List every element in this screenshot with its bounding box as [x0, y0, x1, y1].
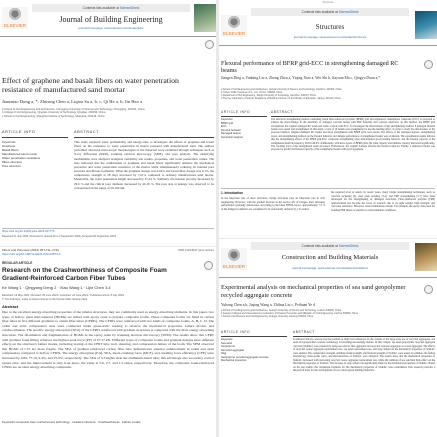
check-for-updates-icon[interactable] [204, 261, 213, 270]
affiliation-line: c School of Civil Engineering, Shanghai Institute of Technology, Shanghai, 201418, China [2, 114, 105, 118]
affiliation-line: a School of Civil Engineering and Architecture, Guangxi University of Science and Technology, Liuzhou 545006, China [221, 310, 341, 312]
received-dates: Received: 16 May 2024 / Revised: 25 June 2024 / Accepted: 22 June 2024 / Published online: 8 July 2024 [2, 294, 124, 297]
keyword: Pore structure [2, 164, 21, 169]
elsevier-logo: ELSEVIER [221, 248, 247, 270]
keywords-label: Keywords: [2, 140, 17, 144]
article-info-heading: ARTICLE INFO [2, 130, 36, 134]
article-page-fibers-polymers [0, 247, 216, 437]
affiliation-line: a School of Civil Engineering and Architecture, Jiangxi University of Science and Technology, Ganzhou, 341000, China [221, 89, 342, 91]
affiliation-line: c Department of Civil Engineering, Jiangxi University of Technology, Ganzhou, 330013, China [221, 94, 316, 97]
keyword: Sea sand [221, 341, 232, 345]
article-info-heading: ARTICLE INFO [221, 330, 251, 334]
affiliation-line: a School of Civil Engineering and Architecture, Chongqing University of Science and Technology, Chongqing, 401331, China [2, 108, 145, 111]
check-for-updates-icon[interactable] [205, 40, 214, 49]
article-title: Effect of graphene and basalt fibers on water penetration resistance of manufactured sand mortar [2, 76, 179, 95]
article-authors: Jiangen Ding a, Yanbing Liu a, Zheng Zhou a, Yiqing Xiao a, Wei Shi b, Jiayuan Ma c, Qingyu Duan a,* [221, 76, 381, 80]
running-head: Structures [322, 1, 334, 4]
keyword: Water penetration resistance [2, 156, 41, 161]
journal-cover-image [415, 243, 437, 271]
divider [293, 336, 435, 337]
journal-citation: Fibers and Polymers (2024) 25:1711–1720 [2, 248, 59, 252]
keyword: ECC [221, 125, 227, 128]
affiliations [2, 108, 212, 118]
journal-header [219, 5, 437, 46]
divider [221, 116, 267, 117]
divider [221, 336, 287, 337]
affiliation-line: b College of Civil Engineering, Qingdao University of Technology, Qingdao, 266033, China [2, 111, 106, 115]
contents-notice: Contents lists available at ScienceDirect [251, 8, 409, 16]
keyword: Graphene [2, 144, 16, 149]
journal-homepage[interactable]: journal homepage: www.elsevier.com/locate/jobe [78, 26, 144, 30]
abstract-text: Due to the excellent energy-absorbing properties of the tubular structures, they are commonly used as energy-absorbing elements. In this paper, two types of hollow glass microspheres (HGMs) are mixed with epoxy resin to prepare composite foams. These composite foams are filled in carbon fiber tubes in five different gradients to obtain fiber tubes (CFRTs). The CFRTs were reinforced with two kinds of composite foams, A, B, C, D. The radial and axial compression tests were conducted under quasi-static loading to observe the mechanical properties, failure modes, and crashworthiness. The specific energy absorption (SEA) of the CFRTs reinforced with gradient structures is compared with the most energy-absorbing structures. The distribution and fragmentation of HGMs in the epoxy resin by scanning electron microscopy (SEM). The results show that CFRT with gradient foam filling achieves the highest peak force (PF) of 67.37 kN. Different types of composite foams and gradient designs have different effects on the structure's failure modes, including tearing of the CFRT tube wall, shearing, and compression failure of the foam. The SEM observed that HGMs of C15 are more fragile. The SEA of gradient reinforced carbon fiber tube demonstrates superior enhancement in radial and axial compression compared to hollow CFRTs. The energy absorption (EA), SEA, mean crushing force (MCF), and crushing force efficiency (CFE) were increased by 9.69, 77.19, 9.4%, and 25.9%, respectively. The SEA of 3.3 higher than the aluminum-metal tube; this advantage also secondary control square tube, and the improvement is only 0.4x more, the value is 5.6, 2.7, and 1.5 times, respectively. Therefore, the composite foam-reinforced CFRTs are an ideal energy-absorbing component. [2, 310, 214, 370]
keywords: Keywords Composite foam reinforcement technology · Gradient structure · Crashworthiness · Failure modes [2, 420, 141, 424]
keywords-label: Keywords: [221, 118, 234, 121]
issn: ISSN 1229-9197 (print version) [178, 249, 214, 252]
affiliations [221, 310, 431, 319]
sciencedirect-link[interactable]: ScienceDirect [338, 244, 359, 248]
keyword: Geopolymer recycled aggregate concrete [221, 355, 269, 359]
contents-notice: Contents lists available at ScienceDirect [32, 4, 190, 12]
journal-cover-image [415, 11, 437, 39]
article-type: REGULAR ARTICLE [2, 261, 33, 265]
keyword: Slag [221, 352, 227, 355]
doi-link[interactable]: https://doi.org/10.1016/j.jobe.2023.107775 [2, 229, 55, 233]
abstract-text: The structural strengthening method combining basalt fiber-reinforced polymer (BFRP) grid and engineered cementitious composite (ECC) is proposed to address the shortcomings in the durability of damaged concrete beams with FRP materials and concrete interfaces. In this method, the BFRP grid encapsulates the original damaged RC beam and forms a whole with ECC. To investigate the effectiveness of this strengthening method, 8 damaged flexural beams were tested and strengthened. In this study, a total of 10 beams were strengthened to test the bending effect, in order to study the effectiveness of the proposed method. Original damaged RC beams and those strengthened with BFRP grids were tested. The effects of the damaged degrees, strengthening layers, and strengthening methods on the flexural behavior and damage performance of strengthened beams were evaluated. The experimental results indicate that the strengthening effects of the BFRP grid-ECC composite strengthening layer demonstrated good bending behavior, and the flexural capacity of the strengthened beam increased by 26.6%-49.6%. Additionally, with more layers of BFRP grids, the yield capacity and ultimate capacity improved significantly. The cracking load of the strengthened beam increased. Furthermore, the original damage affected the flexural behavior. Finally, a numerical model was proposed to predict the flexural capacity of the strengthened beams with good agreement. [271, 118, 435, 152]
affiliation-line: c School of Architecture and Civil Engineering, Guangxi University, Nanning 530004, China [221, 315, 314, 318]
abstract-text: This study explored water permeability and energy-ratio to investigate the effects of graphene and basalt fibers on the resistance to water penetration in mortar prepared with manufactured sand. The authors performed structural microscopic morphologies of the materials were examined through techniques such as X-ray diffraction (XRD), scanning electron microscopy (SEM), and pore analysis. The underlying mechanisms were analyzed alongside variability test results, properties, and water penetration values. The tests indicated that the combination of graphene and basalt fibers significantly enhance the mechanical properties and water penetration resistance of the mortar while simultaneously reducing its internal pore structure and fibrous formation. When the graphene dosage was 0.04% and basalt fiber dosage was 0.1%, the compressive strength at 28 days increased by 7.61% compared to ordinary manufactured sand mortar. Meanwhile, the water penetration height decreased by 37.24 %. Similarly, the internal porosity decreased by 29.6 % and the critical pore diameter decreased by 46.19 %. The pore size at leakage was observed to be concentrated in the range of 50-100 nm. [74, 140, 214, 190]
article-page-jobe [0, 0, 216, 246]
keywords-list [221, 118, 267, 139]
keyword: Basalt fibers [2, 148, 19, 153]
article-title: Experimental analysis on mechanical properties of sea sand geopolymer recycled aggregate concrete [221, 284, 406, 299]
keywords-list [2, 140, 68, 168]
copyright: © The Author(s), under exclusive licence to the Korean Fiber Society 2024 [2, 298, 88, 301]
keyword: Damaged beams [221, 132, 241, 135]
keyword: Numerical analysis [221, 135, 243, 139]
affiliation-line: b Guangxi Colleges and Universities Key Laboratory of Disaster Prevention and Mitigation of Civil Engineering, Liuzhou 545006, China [221, 312, 358, 315]
keyword: BFRP grid [221, 121, 233, 125]
journal-header [0, 0, 216, 37]
article-title: Flexural performance of BFRP grid-ECC in strengthening damaged RC beams [221, 60, 399, 75]
sciencedirect-link[interactable]: ScienceDirect [338, 10, 359, 14]
keyword: Micro-structure [2, 160, 23, 165]
keyword: Geopolymer [221, 345, 236, 348]
journal-homepage[interactable]: journal homepage: www.elsevier.com/locate/conbuildmat [292, 266, 368, 270]
article-authors: Ke Wang 1 · Qingyang Deng 2 · Xiao Wang 1 · Lijie Chen 3,4 [2, 285, 111, 290]
check-for-updates-icon[interactable] [424, 285, 433, 294]
contents-notice: Contents lists available at ScienceDirect [251, 242, 409, 250]
divider [221, 188, 435, 189]
keywords-label: Keywords: [221, 338, 234, 341]
keywords-list [221, 338, 289, 363]
article-title: Research on the Crashworthiness of Composite Foam Gradient-Reinforced Carbon Fiber Tubes [2, 267, 167, 282]
affiliations [221, 89, 431, 101]
affiliation-line: b Yichun Traffic Investment Co., Ltd., Yichun, 336000, China [221, 91, 283, 94]
doi-link[interactable]: https://doi.org/10.1007/s12221-024-00574-4 [2, 252, 61, 256]
intro-text-left: In the important part of most structures, bridge structures play an important role in civil engineering. However, with the gradual increase in the service life of bridges, their structural performance gradually deteriorates. According to the latest FHWA report, approximately 7.5 % of the bridges in America are considered to be structurally deficient [1]. To reduce [221, 197, 325, 211]
keyword: Recycled aggregate [221, 348, 245, 352]
abstract-heading: ABSTRACT [74, 130, 100, 134]
journal-name: Journal of Building Engineering [59, 15, 163, 24]
journal-name: Structures [315, 23, 345, 31]
abstract-heading: ABSTRACT [293, 330, 315, 334]
received-dates: Received 21 July 2023; Received in revised form 3 September 2023; Accepted 20 September 2023 [2, 235, 116, 238]
elsevier-logo: ELSEVIER [221, 15, 247, 37]
journal-name: Construction and Building Materials [281, 254, 379, 261]
abstract-heading: ABSTRACT [271, 110, 293, 114]
keyword: Flexural behavior [221, 128, 241, 132]
keyword: Manufactured sand mortar [2, 152, 38, 157]
divider [2, 137, 68, 138]
check-for-updates-icon[interactable] [424, 60, 433, 69]
divider [271, 116, 435, 117]
divider [74, 137, 214, 138]
journal-homepage[interactable]: journal homepage: www.elsevier.com/locate/structures [293, 35, 367, 39]
section-heading: 1. Introduction [221, 191, 244, 195]
article-authors: Yuhong Chen a,b, Jiajing Wang a, Zhihua Liu c, Peihuan Ye d [221, 303, 315, 307]
article-page-structures [219, 0, 437, 238]
affiliation-line: d The Key Laboratory of Seismic Resistance of Building Structure of the Ministry of Education, Jiangxi, 341000, China [221, 97, 341, 100]
intro-text-right: the required level of safety. In recent years, many bridge strengthening techniques, such as concrete jacketing [2], steel plate bonding [3,4], and FRP strengthening [5-7] have been developed for the strengthening of damaged structures. Fiber-reinforced polymer (FRP) reinforcement has become the focus of research due to its light weight, high strength, and corrosion resistance. However, several limitations remain. For example, the epoxy resin used for bonding FRP sheets is sensitive to environmental conditions. [331, 191, 435, 212]
keyword: Mechanical properties [221, 359, 247, 362]
journal-header [219, 239, 437, 278]
article-info-heading: ARTICLE INFO [221, 110, 251, 114]
sciencedirect-link[interactable]: ScienceDirect [119, 6, 140, 10]
elsevier-logo: ELSEVIER [2, 7, 28, 29]
abstract-heading: Abstract [2, 304, 19, 309]
article-page-cbm [219, 239, 437, 437]
journal-cover-image [194, 4, 216, 32]
abstract-text: Traditional silicate concrete has the problem of high CO2 emissions. In the context of the large-scale use of recycled aggregates, sea sand and geopolymer concrete technology is becoming increasingly mature. In this context, sea sand geopolymer recycled aggregate concrete (SGRAC) was prepared by using sea sand as fine aggregate and recycled concrete aggregate as coarse aggregate. The effects of recycled coarse aggregate replacement rate, sea sand replacement rate, and slag content on the mechanical properties of SGRAC were studied. The compressive strength, splitting tensile strength, and flexural strength of SGRAC were tested. In addition, the failure morphology, stress-strain curve, and microstructure of SGRAC were analyzed. The results show that the mechanical properties of SGRAC decreased with increasing recycled coarse aggregate replacement rate, while the addition of sea sand had little effect on the mechanical properties of SGRAC. The increase of slag content can significantly improve the mechanical properties of SGRAC. Based on the test results, the calculation formulas for the mechanical properties of SGRAC were established. This research provides a theoretical basis for the development of low-carbon green building materials. [293, 338, 435, 373]
article-authors: Jianmiao Dong a, *, Zhirong Chen a, Liqiao Su a, b, c, Qi He a, b, Jin Hao a [2, 99, 143, 104]
